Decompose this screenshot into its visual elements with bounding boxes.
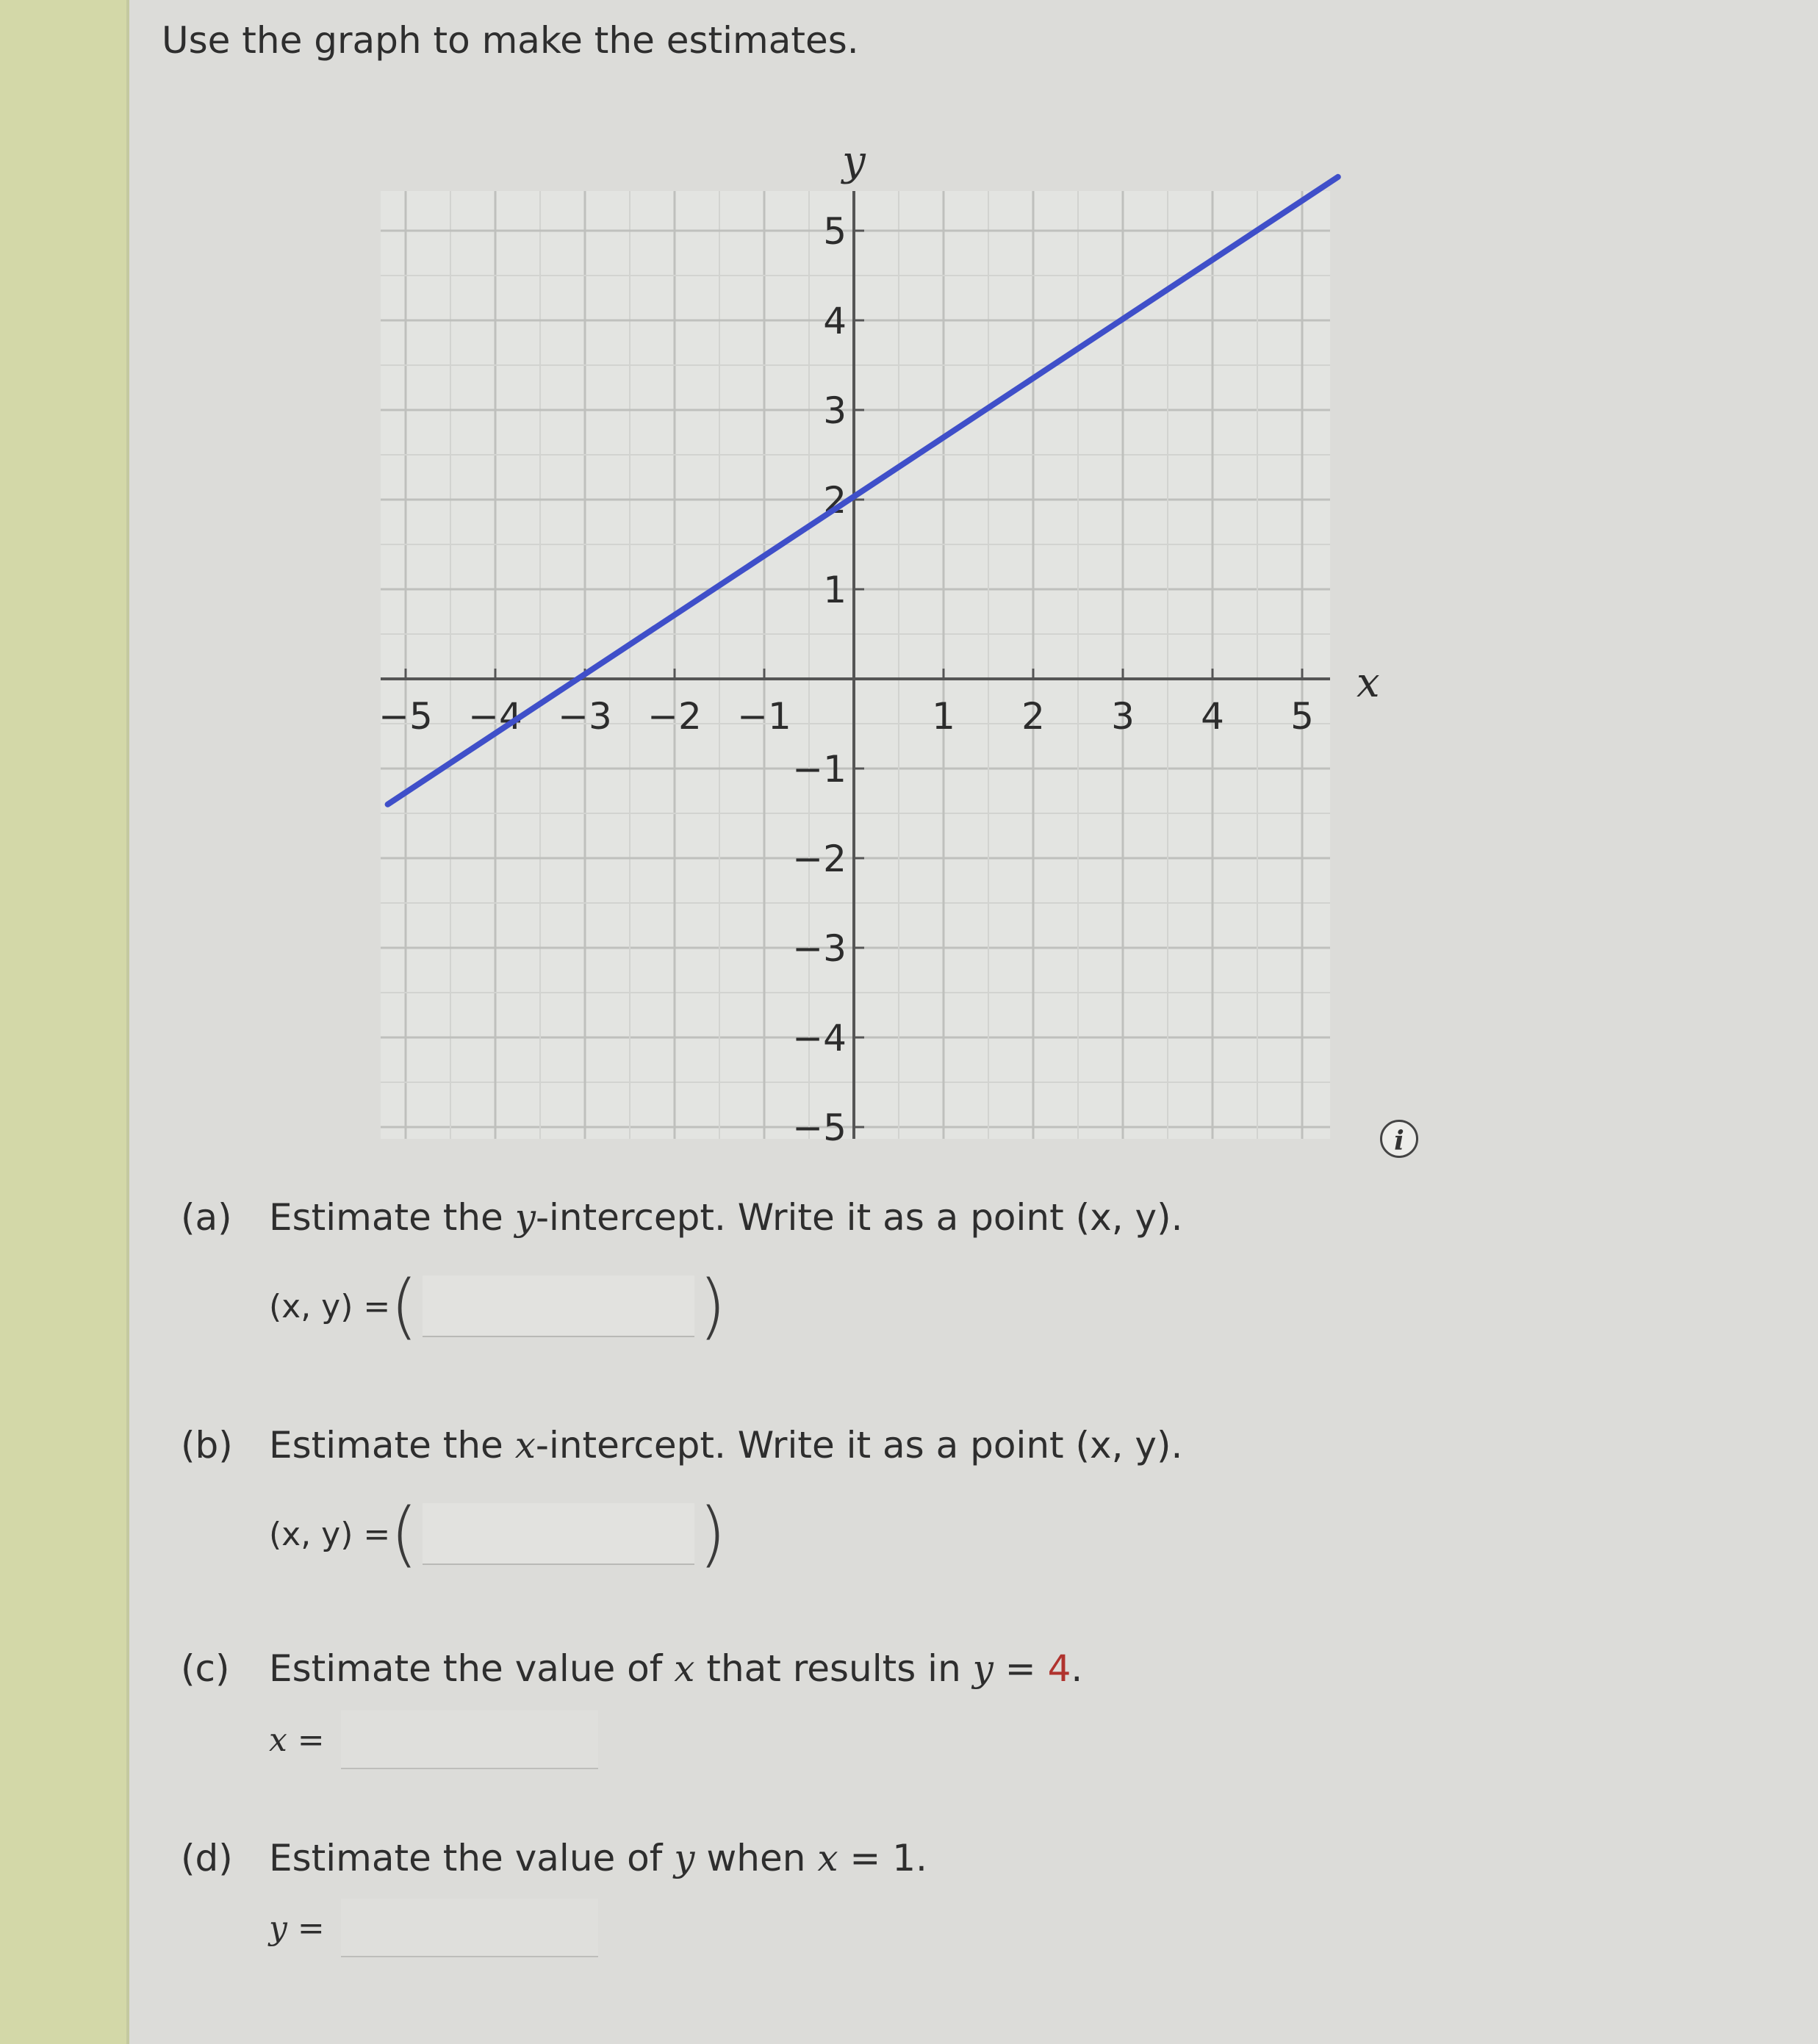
x-tick-label: −4 bbox=[468, 695, 522, 738]
question-d-var: y bbox=[674, 1837, 695, 1879]
question-d-text bbox=[269, 1837, 927, 1879]
question-d-var2: x bbox=[817, 1837, 838, 1879]
y-tick-label: −4 bbox=[792, 1017, 847, 1059]
y-tick-label: −3 bbox=[792, 927, 847, 970]
question-b-label: (b) bbox=[181, 1424, 233, 1467]
question-d-value: 1 bbox=[892, 1837, 916, 1879]
answer-b-open-paren: ( bbox=[390, 1493, 418, 1575]
answer-b-row bbox=[269, 1493, 727, 1575]
y-tick-label: 2 bbox=[823, 479, 847, 522]
question-d-text-eq: = bbox=[838, 1837, 893, 1879]
answer-c-row bbox=[269, 1710, 598, 1769]
question-a-text bbox=[269, 1196, 1182, 1239]
question-c-text-eq: = bbox=[993, 1647, 1048, 1690]
x-tick-label: 2 bbox=[1021, 695, 1045, 738]
line-graph bbox=[353, 125, 1382, 1168]
question-d-text-end: . bbox=[916, 1837, 927, 1879]
x-tick-label: 4 bbox=[1201, 695, 1224, 738]
question-b-text-before: Estimate the bbox=[269, 1424, 515, 1467]
answer-b-input[interactable] bbox=[423, 1503, 694, 1565]
x-tick-label: −5 bbox=[378, 695, 433, 738]
question-c-value: 4 bbox=[1047, 1647, 1071, 1690]
question-c-var2: y bbox=[972, 1647, 994, 1690]
question-a-text-before: Estimate the bbox=[269, 1196, 515, 1239]
question-a-label: (a) bbox=[181, 1196, 232, 1239]
question-b-var: x bbox=[514, 1424, 536, 1467]
answer-a-open-paren: ( bbox=[390, 1265, 418, 1347]
y-tick-label: 1 bbox=[823, 569, 847, 611]
answer-a-input[interactable] bbox=[423, 1275, 694, 1337]
info-icon[interactable]: i bbox=[1380, 1120, 1418, 1158]
left-sidebar bbox=[0, 0, 129, 2044]
question-c-var: x bbox=[674, 1647, 695, 1690]
answer-a-row bbox=[269, 1265, 727, 1347]
y-tick-label: 5 bbox=[823, 210, 847, 253]
answer-c-prefix: x = bbox=[269, 1721, 325, 1759]
x-tick-label: −1 bbox=[737, 695, 791, 738]
question-b-text bbox=[269, 1424, 1182, 1467]
y-tick-label: 4 bbox=[823, 300, 847, 342]
x-axis-label: x bbox=[1357, 659, 1380, 707]
answer-d-row bbox=[269, 1899, 598, 1957]
graph-svg bbox=[353, 125, 1382, 1168]
y-tick-label: −2 bbox=[792, 838, 847, 880]
y-tick-label: −1 bbox=[792, 748, 847, 791]
question-d-text-before: Estimate the value of bbox=[269, 1837, 675, 1879]
question-a-var: y bbox=[514, 1196, 536, 1239]
question-b-text-after: -intercept. Write it as a point (x, y). bbox=[535, 1424, 1183, 1467]
answer-a-prefix: (x, y) = bbox=[269, 1287, 391, 1325]
x-tick-label: 3 bbox=[1111, 695, 1135, 738]
question-c-text-mid: that results in bbox=[694, 1647, 973, 1690]
question-c-text-end: . bbox=[1071, 1647, 1083, 1690]
question-a-text-after: -intercept. Write it as a point (x, y). bbox=[535, 1196, 1183, 1239]
answer-c-input[interactable] bbox=[341, 1710, 598, 1769]
x-tick-label: −2 bbox=[647, 695, 702, 738]
question-c-text bbox=[269, 1647, 1082, 1690]
question-c-text-before: Estimate the value of bbox=[269, 1647, 675, 1690]
y-tick-label: 3 bbox=[823, 389, 847, 432]
answer-b-close-paren: ) bbox=[698, 1493, 727, 1575]
question-d-label: (d) bbox=[181, 1837, 233, 1879]
answer-d-prefix: y = bbox=[269, 1909, 325, 1947]
answer-b-prefix: (x, y) = bbox=[269, 1515, 391, 1553]
y-tick-label: −5 bbox=[792, 1106, 847, 1149]
answer-d-input[interactable] bbox=[341, 1899, 598, 1957]
question-c-label: (c) bbox=[181, 1647, 230, 1690]
x-tick-label: 5 bbox=[1290, 695, 1314, 738]
instruction-text: Use the graph to make the estimates. bbox=[162, 19, 859, 62]
x-tick-label: 1 bbox=[932, 695, 955, 738]
y-axis-label: y bbox=[842, 137, 866, 185]
x-tick-label: −3 bbox=[558, 695, 612, 738]
answer-a-close-paren: ) bbox=[698, 1265, 727, 1347]
question-d-text-mid: when bbox=[694, 1837, 818, 1879]
